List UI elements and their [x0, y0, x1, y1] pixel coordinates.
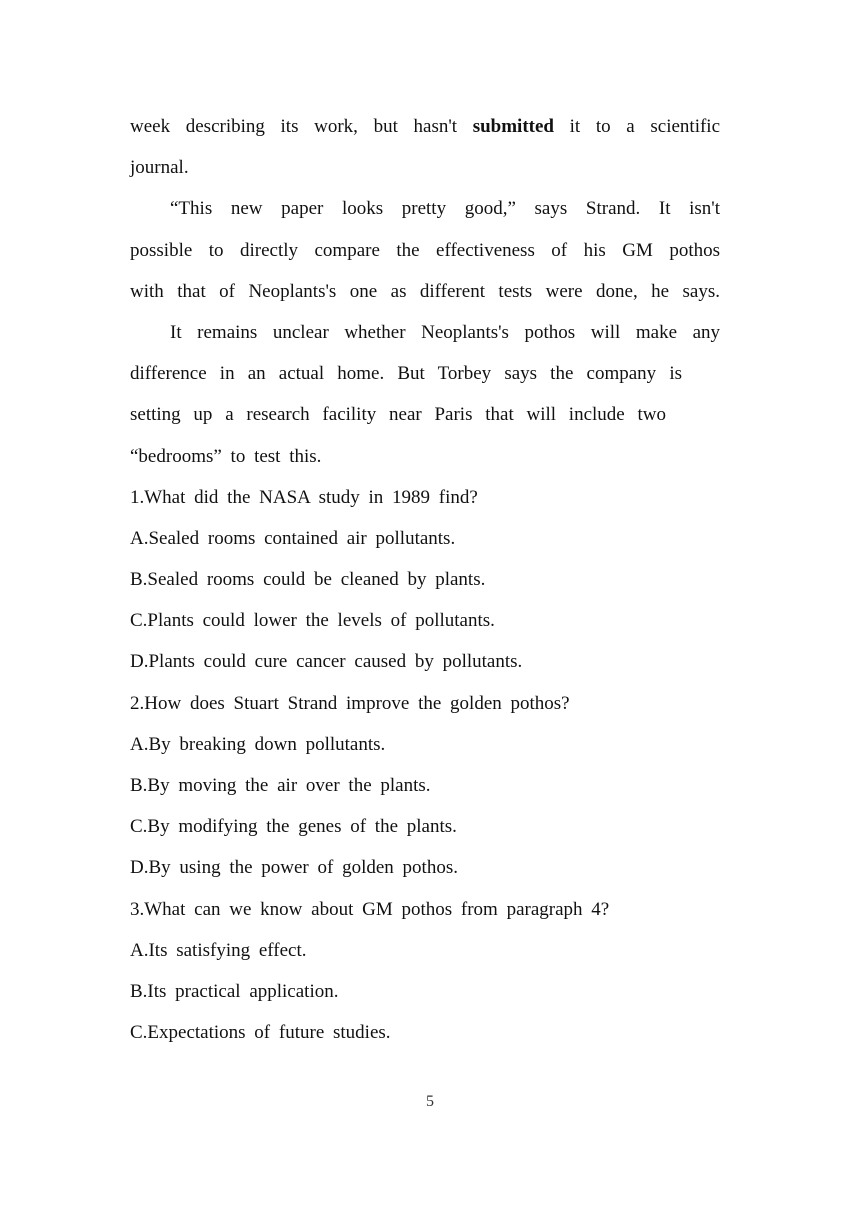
question-2-option-a: A.By breaking down pollutants.: [130, 733, 386, 755]
question-2-option-b: B.By moving the air over the plants.: [130, 775, 431, 796]
question-1-option-b: B.Sealed rooms could be cleaned by plants.: [130, 569, 486, 591]
passage-line-1-after: it to a scientific: [569, 116, 720, 137]
page-content: [130, 106, 720, 1053]
passage-line-3-text: “This new paper looks pretty good,” says Strand. It isn't: [170, 198, 720, 220]
question-1-option-d: D.Plants could cure cancer caused by pollutants.: [130, 651, 523, 673]
passage-line-1-before: week describing its work, but hasn't: [130, 116, 458, 137]
question-1-option-c: C.Plants could lower the levels of pollutants.: [130, 610, 495, 632]
question-3-option-a: A.Its satisfying effect.: [130, 939, 307, 961]
passage-line-4: possible to directly compare the effectiveness of his GM pothos: [130, 239, 720, 261]
question-1-stem: 1.What did the NASA study in 1989 find?: [130, 486, 478, 508]
question-3-stem: 3.What can we know about GM pothos from paragraph 4?: [130, 898, 610, 920]
question-2-stem: 2.How does Stuart Strand improve the golden pothos?: [130, 692, 570, 714]
page-number: 5: [426, 1093, 434, 1110]
question-3-option-c: C.Expectations of future studies.: [130, 1022, 391, 1044]
passage-line-3: [130, 188, 720, 229]
passage-line-1: [130, 106, 720, 147]
passage-line-9: “bedrooms” to test this.: [130, 445, 322, 467]
question-1-option-a: A.Sealed rooms contained air pollutants.: [130, 527, 456, 549]
passage-line-5: with that of Neoplants's one as different tests were done, he says.: [130, 280, 720, 302]
passage-line-8: setting up a research facility near Paris that will include two: [130, 404, 666, 426]
question-2-option-d: D.By using the power of golden pothos.: [130, 857, 458, 879]
passage-line-2: journal.: [130, 157, 189, 179]
passage-line-6: It remains unclear whether Neoplants's pothos will make any: [170, 321, 720, 343]
question-2-option-c: C.By modifying the genes of the plants.: [130, 816, 457, 838]
question-3-option-b: B.Its practical application.: [130, 980, 339, 1002]
passage-line-7: difference in an actual home. But Torbey says the company is: [130, 363, 682, 385]
bold-word-submitted: submitted: [472, 116, 554, 137]
